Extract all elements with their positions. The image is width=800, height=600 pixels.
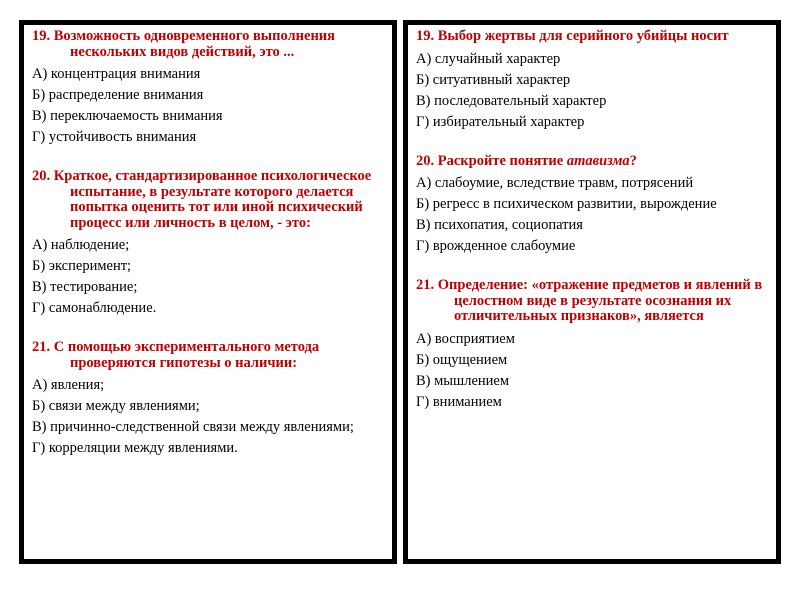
spacer bbox=[416, 259, 768, 278]
answer-d: Г) устойчивость внимания bbox=[32, 129, 197, 145]
answer-d: Г) корреляции между явлениями. bbox=[32, 440, 238, 456]
answer-c: В) тестирование; bbox=[32, 279, 138, 295]
answer-b: Б) ситуативный характер bbox=[416, 71, 571, 88]
answer-c: В) причинно-следственной связи между явлениями; bbox=[32, 419, 354, 435]
question-19: 19. Выбор жертвы для серийного убийцы носит bbox=[416, 28, 729, 44]
question-21: 21. Определение: «отражение предметов и явлений в целостном виде в результате осознания их отличительных признаков», является bbox=[416, 277, 763, 324]
answer-a: А) наблюдение; bbox=[32, 237, 130, 253]
question-20-prefix: 20. Раскройте понятие bbox=[416, 152, 567, 169]
answer-b: Б) ощущением bbox=[416, 351, 508, 368]
answer-a: А) слабоумие, вследствие травм, потрясений bbox=[416, 175, 694, 191]
left-question-card bbox=[24, 25, 392, 559]
answer-c: В) последовательный характер bbox=[416, 92, 607, 109]
answer-a: А) случайный характер bbox=[416, 50, 561, 67]
question-20: 20. Краткое, стандартизированное психологическое испытание, в результате которого делается попытка оценить тот или иной психический процесс или личность в целом, - это: bbox=[32, 168, 372, 231]
answer-d: Г) самонаблюдение. bbox=[32, 300, 157, 316]
answer-c: В) психопатия, социопатия bbox=[416, 217, 583, 233]
answer-a: А) концентрация внимания bbox=[32, 66, 201, 82]
question-20-term: атавизма bbox=[566, 152, 630, 169]
question-21: 21. С помощью экспериментального метода проверяются гипотезы о наличии: bbox=[32, 339, 320, 371]
left-question-panel bbox=[19, 20, 397, 564]
question-19: 19. Возможность одновременного выполнения нескольких видов действий, это ... bbox=[32, 28, 335, 60]
answer-a: А) явления; bbox=[32, 377, 105, 393]
right-question-panel bbox=[403, 20, 781, 564]
answer-c: В) переключаемость внимания bbox=[32, 108, 223, 124]
right-question-card bbox=[408, 25, 776, 559]
question-20 bbox=[416, 154, 768, 170]
answer-b: Б) эксперимент; bbox=[32, 258, 132, 274]
spacer bbox=[416, 135, 768, 154]
answer-d: Г) избирательный характер bbox=[416, 113, 585, 130]
answer-b: Б) регресс в психическом развитии, вырождение bbox=[416, 196, 717, 212]
answer-a: А) восприятием bbox=[416, 330, 515, 347]
question-20-suffix: ? bbox=[629, 152, 637, 169]
answer-b: Б) распределение внимания bbox=[32, 87, 204, 103]
answer-c: В) мышлением bbox=[416, 372, 510, 389]
answer-d: Г) врожденное слабоумие bbox=[416, 238, 576, 254]
spacer bbox=[32, 150, 384, 169]
spacer bbox=[32, 321, 384, 340]
answer-d: Г) вниманием bbox=[416, 393, 502, 410]
answer-b: Б) связи между явлениями; bbox=[32, 398, 200, 414]
